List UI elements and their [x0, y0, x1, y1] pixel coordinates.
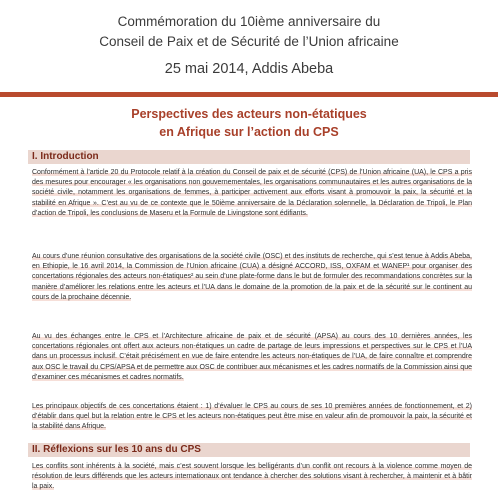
- document-title-line-2: en Afrique sur l’action du CPS: [159, 125, 339, 139]
- paragraph-4: [32, 402, 472, 433]
- header-divider: [0, 92, 498, 97]
- paragraph-4-text: Les principaux objectifs de ces concertations étaient : 1) d’évaluer le CPS au cours de ses 10 premières années de fonctionnement, et 2) d’établir dans quel but la relation entre le CPS et les acteurs non-étatiques peut être mise en valeur afin de promouvoir la paix, la sécurité et la stabilité dans Afrique.: [32, 403, 472, 431]
- section-heading-reflexions: II. Réflexions sur les 10 ans du CPS: [28, 443, 470, 457]
- paragraph-1: [32, 168, 472, 219]
- paragraph-2: [32, 252, 472, 303]
- paragraph-1-text: Conformément à l’article 20 du Protocole relatif à la création du Conseil de paix et de sécurité (CPS) de l’Union africaine (UA), le CPS a pris des mesures pour encourager « les organisations non gouvernementales, les organisations communautaires et les autres organisations de la société civile, notamment les organisations de femmes, à participer activement aux efforts visant à promouvoir la paix, la sécurité et la stabilité en Afrique ». C’est au vu de ce contexte que le 50ième anniversaire de la Déclaration solennelle, la Déclaration de Tripoli, le Plan d’action de Tripoli, les conclusions de Maseru et la Formule de Livingstone sont édifiants.: [32, 169, 472, 217]
- paragraph-5-text: Les conflits sont inhérents à la société, mais c’est souvent lorsque les belligérants d’un conflit ont recours à la violence comme moyen de résolution de leurs différends que les acteurs internationaux ont tendance à chercher des solutions visant à rechercher, à maintenir et à bâtir la paix.: [32, 463, 472, 491]
- paragraph-3-text: Au vu des échanges entre le CPS et l’Architecture africaine de paix et de sécurité (APSA) au cours des 10 dernières années, les concertations régionales ont offert aux acteurs non-étatiques un cadre de partage de leurs impressions et perspectives sur le CPS et l’UA dans un processus inclusif. C’était précisément en vue de faire entendre les acteurs non-étatiques de l’UA, de faire connaître et comprendre aux OSC le travail du CPS/APSA et de permettre aux OSC de contribuer aux mécanismes et les cadres normatifs de la Commission ainsi que d’examiner ces mécanismes et cadres normatifs.: [32, 333, 472, 381]
- paragraph-3: [32, 332, 472, 383]
- document-title-line-1: Perspectives des acteurs non-étatiques: [131, 107, 367, 121]
- header-date-line: 25 mai 2014, Addis Abeba: [164, 61, 334, 77]
- paragraph-5: [32, 462, 472, 493]
- header-line-1: Commémoration du 10ième anniversaire du: [117, 14, 381, 29]
- paragraph-2-text: Au cours d’une réunion consultative des organisations de la société civile (OSC) et des instituts de recherche, qui s’est tenue à Addis Abeba, en Ethiopie, le 16 avril 2014, la Commission de l’Union africaine (CUA) a désigné ACCORD, ISS, OXFAM et WANEP¹ pour organiser des concertations régionales des acteurs non-étatiques² au sein d’une plate-forme dans le but de formuler des recommandations concrètes sur la manière d’améliorer les relations entre les acteurs et l’UA dans le domaine de la promotion de la paix et de la sécurité sur le continent au cours de la prochaine décennie.: [32, 253, 472, 301]
- section-heading-introduction: I. Introduction: [28, 150, 470, 164]
- header-line-2: Conseil de Paix et de Sécurité de l’Union africaine: [99, 34, 399, 49]
